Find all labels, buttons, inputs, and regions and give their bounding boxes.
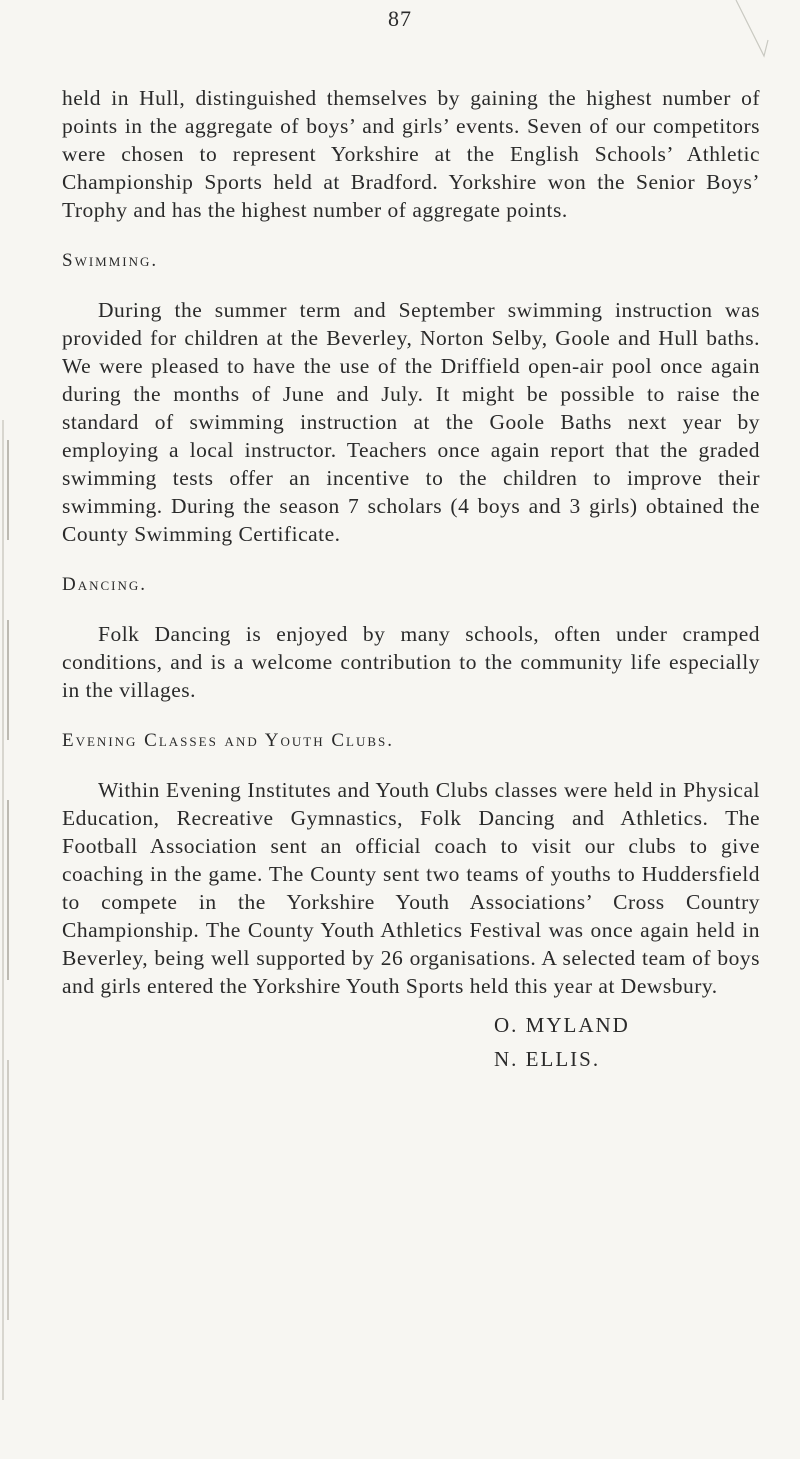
section-heading-evening-classes: Evening Classes and Youth Clubs. [62, 730, 395, 751]
section-dancing [62, 574, 760, 704]
page-number: 87 [388, 6, 412, 31]
section-heading-swimming: Swimming. [62, 250, 159, 271]
section-evening-classes [62, 730, 760, 1000]
section-heading-dancing: Dancing. [62, 574, 148, 595]
binding-edge-marks [0, 420, 20, 1400]
section-body-swimming: During the summer term and September swimming instruction was provided for children at the Beverley, Norton Selby, Goole and Hull baths. We were pleased to have the use of the Driffield open-air pool once again during the months of June and July. It might be possible to raise the standard of swimming instruction at the Goole Baths next year by employing a local instructor. Teachers once again report that the graded swimming tests offer an incentive to the children to improve their swimming. During the season 7 scholars (4 boys and 3 girls) obtained the County Swimming Certificate. [62, 298, 760, 546]
section-swimming [62, 250, 760, 548]
intro-paragraph: held in Hull, distinguished themselves by gaining the highest number of points in the aggregate of boys’ and girls’ events. Seven of our competitors were chosen to represent Yorkshire at the English Schools’ Athletic Championship Sports held at Bradford. Yorkshire won the Senior Boys’ Trophy and has the highest number of aggregate points. [62, 86, 760, 222]
signatory-1: O. MYLAND [494, 1013, 630, 1037]
document-body [62, 84, 760, 1076]
section-body-dancing: Folk Dancing is enjoyed by many schools, often under cramped conditions, and is a welcome contribution to the community life especially in the villages. [62, 622, 760, 702]
signatory-2: N. ELLIS. [494, 1047, 601, 1071]
signatures [494, 1008, 760, 1076]
section-body-evening-classes: Within Evening Institutes and Youth Clubs classes were held in Physical Education, Recreative Gymnastics, Folk Dancing and Athletics. The Football Association sent an official coach to visit our clubs to give coaching in the game. The County sent two teams of youths to Huddersfield to compete in the Yorkshire Youth Associations’ Cross Country Championship. The County Youth Athletics Festival was once again held in Beverley, being well supported by 26 organisations. A selected team of boys and girls entered the Yorkshire Youth Sports held this year at Dewsbury. [62, 778, 760, 998]
